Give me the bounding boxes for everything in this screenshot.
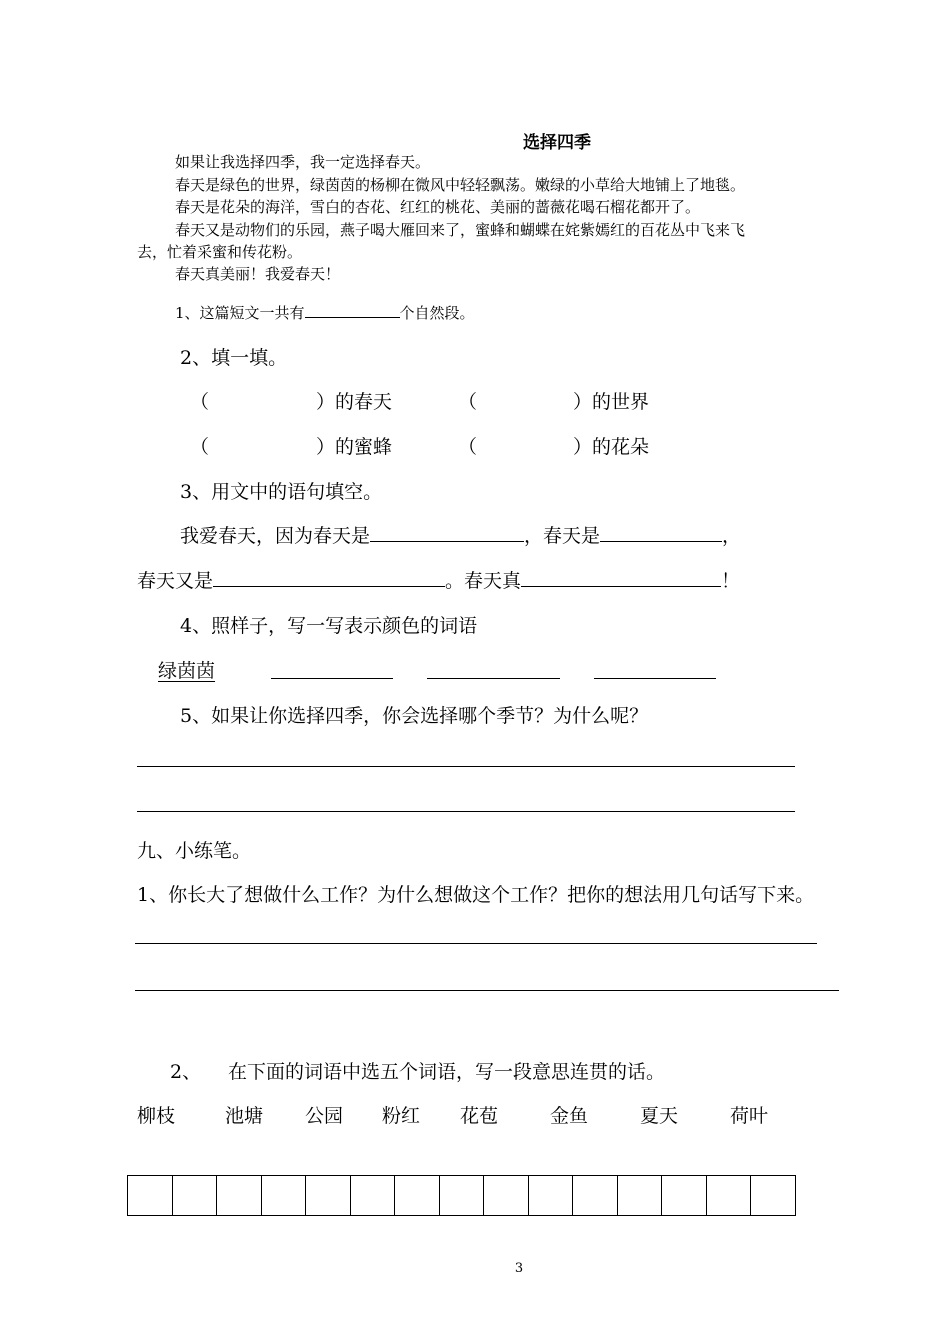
answer-blank[interactable] [600,521,722,542]
word-bank-item: 粉红 [382,1105,421,1127]
fill-item-1: ）的春天 [316,391,393,413]
grid-cell[interactable] [217,1176,262,1215]
fill-item-2: ）的世界 [573,391,650,413]
passage-paragraph-1: 如果让我选择四季，我一定选择春天。 [175,153,431,171]
writing-prompt-2: 在下面的词语中选五个词语，写一段意思连贯的话。 [228,1061,666,1083]
grid-cell[interactable] [573,1176,618,1215]
grid-cell[interactable] [262,1176,307,1215]
grid-cell[interactable] [351,1176,396,1215]
grid-cell[interactable] [484,1176,529,1215]
question-4-label: 4、照样子，写一写表示颜色的词语 [180,615,478,637]
prompt-text: ，春天是 [524,525,601,547]
prompt-text: 春天又是 [137,570,214,592]
answer-blank[interactable] [370,521,524,542]
answer-blank[interactable] [213,566,445,587]
page-number: 3 [514,1261,524,1276]
grid-cell[interactable] [707,1176,752,1215]
grid-cell[interactable] [618,1176,663,1215]
passage-paragraph-2: 春天是绿色的世界，绿茵茵的杨柳在微风中轻轻飘荡。嫩绿的小草给大地铺上了地毯。 [175,176,746,194]
grid-cell[interactable] [128,1176,173,1215]
prompt-text: ！ [721,570,741,592]
grid-cell[interactable] [662,1176,707,1215]
question-5-label: 5、如果让你选择四季，你会选择哪个季节？为什么呢？ [180,705,649,727]
grid-cell[interactable] [395,1176,440,1215]
question-3-line-2 [137,566,740,593]
prompt-text: 我爱春天，因为春天是 [180,525,371,547]
word-bank-item: 公园 [305,1105,344,1127]
grid-cell[interactable] [529,1176,574,1215]
passage-paragraph-4: 春天又是动物们的乐园，燕子喝大雁回来了，蜜蜂和蝴蝶在姹紫嫣红的百花丛中飞来飞 [175,221,746,239]
paren-open: （ [458,391,478,413]
word-bank-item: 花苞 [460,1105,499,1127]
paren-open: （ [190,436,210,458]
grid-cell[interactable] [173,1176,218,1215]
writing-prompt-2-number: 2、 [170,1061,202,1083]
example-word: 绿茵茵 [158,660,216,682]
word-bank-item: 荷叶 [730,1105,769,1127]
writing-line[interactable] [137,811,795,812]
prompt-text: ， [722,525,742,547]
writing-line[interactable] [135,943,817,944]
word-bank-item: 金鱼 [550,1105,589,1127]
grid-cell[interactable] [306,1176,351,1215]
grid-cell[interactable] [751,1176,795,1215]
question-1-suffix: 个自然段。 [399,304,475,322]
paren-open: （ [458,436,478,458]
passage-paragraph-3: 春天是花朵的海洋，雪白的杏花、红红的桃花、美丽的蔷薇花喝石榴花都开了。 [175,198,701,216]
word-bank-item: 池塘 [225,1105,264,1127]
writing-prompt-1: 1、你长大了想做什么工作？为什么想做这个工作？把你的想法用几句话写下来。 [137,884,815,906]
section-heading: 九、小练笔。 [137,840,252,862]
answer-blank[interactable] [521,566,721,587]
answer-blank[interactable] [305,300,400,318]
question-3-line-1 [180,521,741,548]
paren-open: （ [190,391,210,413]
fill-item-3: ）的蜜蜂 [316,436,393,458]
question-1-text: 1、这篇短文一共有 [175,304,305,322]
writing-grid [127,1175,796,1216]
grid-cell[interactable] [440,1176,485,1215]
word-bank-item: 夏天 [640,1105,679,1127]
fill-item-4: ）的花朵 [573,436,650,458]
page-title: 选择四季 [523,133,591,153]
passage-paragraph-4-cont: 去，忙着采蜜和传花粉。 [137,243,303,261]
question-2-label: 2、填一填。 [180,347,288,369]
writing-line[interactable] [135,990,839,991]
question-1 [175,300,475,323]
answer-blank[interactable] [271,678,393,679]
answer-blank[interactable] [594,678,716,679]
answer-blank[interactable] [427,678,560,679]
prompt-text: 。春天真 [445,570,522,592]
question-3-label: 3、用文中的语句填空。 [180,481,383,503]
writing-line[interactable] [137,766,795,767]
passage-paragraph-5: 春天真美丽！我爱春天！ [175,265,341,283]
word-bank-item: 柳枝 [137,1105,176,1127]
